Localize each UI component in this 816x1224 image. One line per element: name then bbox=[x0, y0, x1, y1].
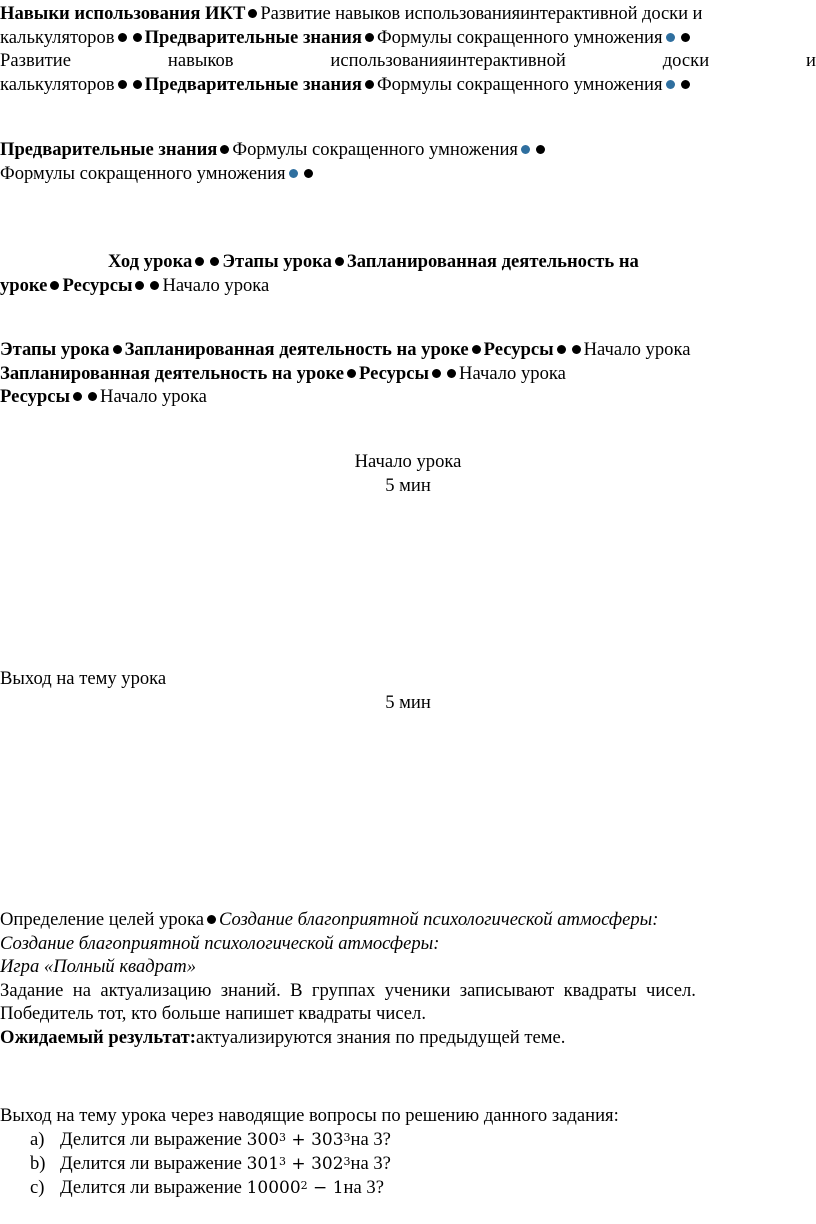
bullet-icon bbox=[666, 33, 675, 42]
justified-line: Развитие навыков использованияинтерактивной доски и bbox=[0, 50, 816, 71]
ict-skills-heading: Навыки использования ИКТ bbox=[0, 3, 246, 24]
bullet-icon bbox=[432, 369, 441, 378]
lesson-start-title: Начало урока bbox=[354, 451, 462, 472]
bullet-icon bbox=[220, 145, 229, 154]
bullet-icon bbox=[365, 33, 374, 42]
lesson-flow-heading: Ход урока bbox=[108, 251, 193, 272]
formulas-text: Формулы сокращенного умножения bbox=[376, 26, 663, 48]
goals-block: Определение целей урока Создание благоприятной психологической атмосферы: Создание благоприятной психологической атмосферы: Игра «Полный квадрат» Задание на актуализацию знаний. В группах ученики записывают квадраты чисел. Победитель тот, кто больше напишет квадраты чисел. Ожидаемый результат:актуализируются знания по предыдущей теме. bbox=[0, 908, 816, 1049]
prior-knowledge-block: Предварительные знания Формулы сокращенного умножения Формулы сокращенного умножения bbox=[0, 138, 816, 185]
bullet-icon bbox=[133, 80, 142, 89]
task-paragraph: Задание на актуализацию знаний. В группах ученики записывают квадраты чисел. bbox=[0, 979, 696, 1001]
bullet-icon bbox=[150, 281, 159, 290]
bullet-icon bbox=[210, 257, 219, 266]
calculators-text: калькуляторов bbox=[0, 26, 115, 48]
list-item: a) Делится ли выражение $300^3 + 303^3на$ 3? bbox=[30, 1128, 391, 1150]
list-item: c) Делится ли выражение $10000^2 - 1на$ 3? bbox=[30, 1176, 384, 1198]
lesson-start-block bbox=[0, 450, 816, 497]
game-title: Игра «Полный квадрат» bbox=[0, 956, 197, 977]
topic-entry-title: Выход на тему урока bbox=[0, 668, 167, 689]
topic-entry-duration: 5 мин bbox=[385, 691, 431, 713]
bullet-icon bbox=[207, 915, 216, 924]
bullet-icon bbox=[133, 33, 142, 42]
bullet-icon bbox=[472, 345, 481, 354]
bullet-icon bbox=[666, 80, 675, 89]
bullet-icon bbox=[572, 345, 581, 354]
skills-text: Развитие навыков использованияинтерактивной доски и bbox=[260, 3, 703, 24]
questions-list bbox=[0, 1128, 816, 1200]
expected-result-label: Ожидаемый результат: bbox=[0, 1026, 196, 1048]
lesson-start-duration: 5 мин bbox=[385, 474, 431, 496]
lesson-flow-block: Ход урока Этапы урока Запланированная деятельность на уроке Ресурсы Начало урока bbox=[0, 251, 639, 296]
list-item: b) Делится ли выражение $301^3 + 302^3на$ 3? bbox=[30, 1152, 391, 1174]
questions-intro: Выход на тему урока через наводящие вопросы по решению данного задания: bbox=[0, 1105, 619, 1126]
bullet-icon bbox=[195, 257, 204, 266]
bullet-icon bbox=[135, 281, 144, 290]
questions-block bbox=[0, 1104, 816, 1200]
bullet-icon bbox=[447, 369, 456, 378]
bullet-icon bbox=[248, 9, 257, 18]
bullet-icon bbox=[347, 369, 356, 378]
topic-entry-block bbox=[0, 667, 816, 714]
bullet-icon bbox=[118, 33, 127, 42]
bullet-icon bbox=[289, 169, 298, 178]
skills-block: Навыки использования ИКТ Развитие навыков использованияинтерактивной доски и калькуляторов Предварительные знания Формулы сокращенного умножения Развитие навыков использованияинтерактивной доски и калькуляторов Предварительные знания Формулы сокращенного умножения bbox=[0, 3, 816, 95]
bullet-icon bbox=[536, 145, 545, 154]
bullet-icon bbox=[304, 169, 313, 178]
stages-block: Этапы урока Запланированная деятельность на уроке Ресурсы Начало урока Запланированная деятельность на уроке Ресурсы Начало урока Ресурсы Начало урока bbox=[0, 339, 691, 407]
bullet-icon bbox=[118, 80, 127, 89]
prior-knowledge-heading: Предварительные знания bbox=[144, 26, 362, 48]
bullet-icon bbox=[73, 392, 82, 401]
bullet-icon bbox=[557, 345, 566, 354]
bullet-icon bbox=[50, 281, 59, 290]
bullet-icon bbox=[681, 33, 690, 42]
bullet-icon bbox=[365, 80, 374, 89]
bullet-icon bbox=[88, 392, 97, 401]
bullet-icon bbox=[521, 145, 530, 154]
bullet-icon bbox=[681, 80, 690, 89]
bullet-icon bbox=[113, 345, 122, 354]
bullet-icon bbox=[335, 257, 344, 266]
